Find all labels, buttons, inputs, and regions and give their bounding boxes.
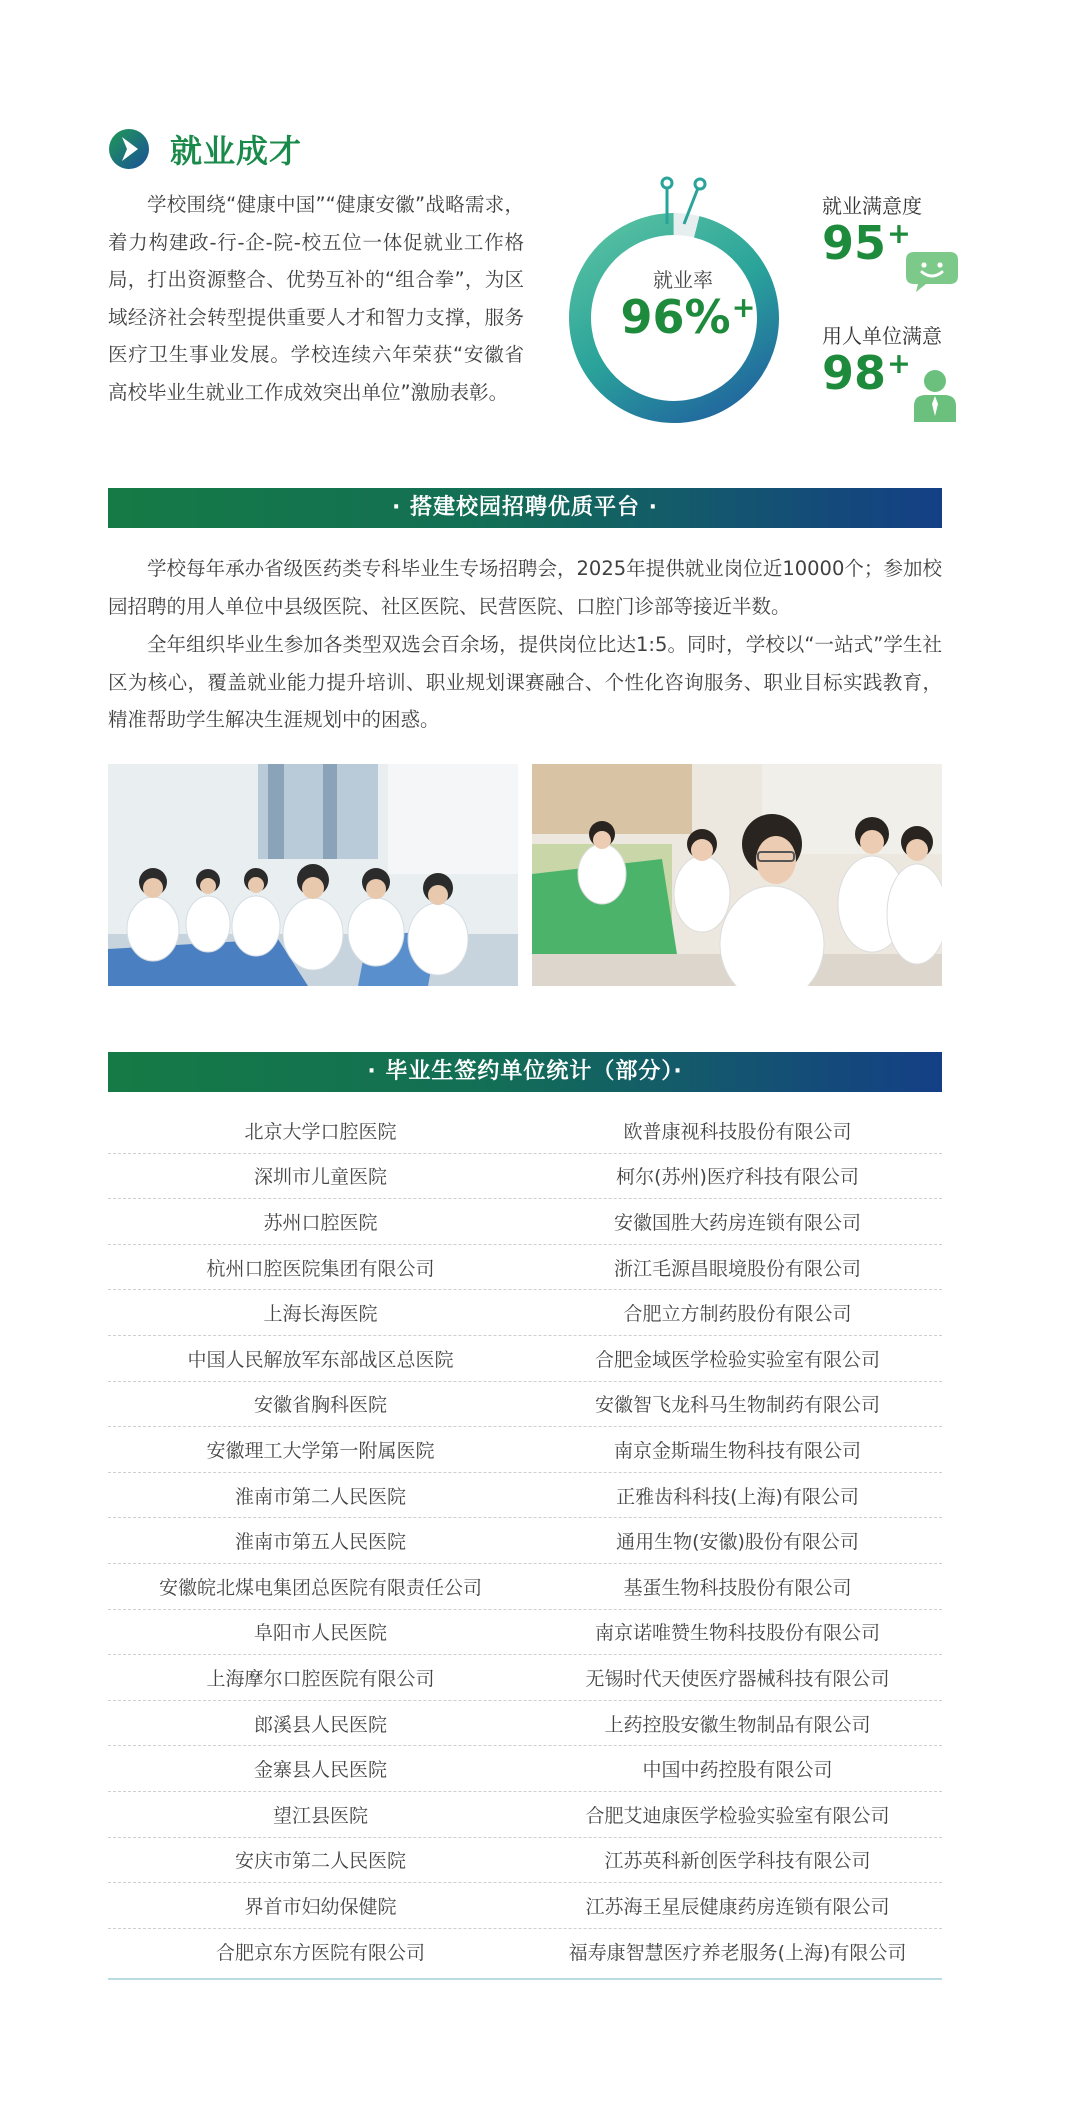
intro-paragraph: 学校围绕“健康中国”“健康安徽”战略需求，着力构建政-行-企-院-校五位一体促就业工作格局，打出资源整合、优势互补的“组合拳”，为区域经济社会转型提供重要人才和智力支撑，服务医疗卫生事业发展。学校连续六年荣获“安徽省高校毕业生就业工作成效突出单位”激励表彰。 — [108, 193, 524, 404]
company-cell: 无锡时代天使医疗器械科技有限公司 — [585, 1667, 890, 1690]
table-row — [108, 1746, 942, 1792]
table-row — [108, 1382, 942, 1428]
employment-rate-value: 96%+ — [620, 290, 756, 344]
table-row — [108, 1564, 942, 1610]
company-cell: 江苏海王星辰健康药房连锁有限公司 — [585, 1895, 890, 1918]
hospital-cell: 合肥京东方医院有限公司 — [215, 1941, 425, 1964]
satisfaction-value: 95+ — [822, 216, 911, 270]
table-row — [108, 1108, 942, 1154]
company-cell: 江苏英科新创医学科技有限公司 — [604, 1850, 871, 1873]
table-row — [108, 1929, 942, 1975]
hospital-cell: 北京大学口腔医院 — [244, 1120, 397, 1143]
employer-satisfaction-value: 98+ — [822, 346, 911, 400]
table-bottom-rule — [108, 1978, 942, 1980]
table-row — [108, 1199, 942, 1245]
recruitment-paragraph-1: 学校每年承办省级医药类专科毕业生专场招聘会，2025年提供就业岗位近10000个；参加校园招聘的用人单位中县级医院、社区医院、民营医院、口腔门诊部等接近半数。 — [108, 557, 942, 618]
company-cell: 合肥艾迪康医学检验实验室有限公司 — [585, 1804, 890, 1827]
company-cell: 合肥立方制药股份有限公司 — [623, 1303, 852, 1326]
company-cell: 福寿康智慧医疗养老服务(上海)有限公司 — [568, 1941, 907, 1964]
hospital-cell: 淮南市第五人民医院 — [234, 1531, 406, 1554]
company-cell: 上药控股安徽生物制品有限公司 — [604, 1713, 871, 1736]
company-cell: 安徽智飞龙科马生物制药有限公司 — [594, 1394, 880, 1417]
table-row — [108, 1427, 942, 1473]
hospital-cell: 深圳市儿童医院 — [253, 1166, 387, 1189]
company-cell: 浙江毛源昌眼境股份有限公司 — [613, 1257, 861, 1280]
hospital-cell: 郎溪县人民医院 — [253, 1713, 387, 1736]
company-cell: 正雅齿科科技(上海)有限公司 — [616, 1485, 859, 1508]
hospital-cell: 中国人民解放军东部战区总医院 — [187, 1348, 454, 1371]
table-row — [108, 1154, 942, 1200]
table-row — [108, 1245, 942, 1291]
company-cell: 南京金斯瑞生物科技有限公司 — [613, 1439, 861, 1462]
hospital-cell: 上海长海医院 — [263, 1303, 378, 1326]
hospital-cell: 安徽皖北煤电集团总医院有限责任公司 — [158, 1576, 482, 1599]
employer-satisfaction-label: 用人单位满意 — [822, 324, 942, 348]
hospital-cell: 上海摩尔口腔医院有限公司 — [206, 1667, 435, 1690]
table-row — [108, 1473, 942, 1519]
table-row — [108, 1610, 942, 1656]
table-row — [108, 1290, 942, 1336]
user-icon — [912, 368, 958, 424]
hospital-cell: 安徽省胸科医院 — [253, 1394, 387, 1417]
hospital-cell: 杭州口腔医院集团有限公司 — [206, 1257, 435, 1280]
hospital-cell: 苏州口腔医院 — [263, 1211, 378, 1234]
recruitment-paragraph-2: 全年组织毕业生参加各类型双选会百余场，提供岗位比达1:5。同时，学校以“一站式”学生社区为核心，覆盖就业能力提升培训、职业规划课赛融合、个性化咨询服务、职业目标实践教育，精准帮助学生解决生涯规划中的困惑。 — [108, 633, 942, 731]
hospital-cell: 阜阳市人民医院 — [253, 1622, 387, 1645]
table-row — [108, 1336, 942, 1382]
chevron-right-icon — [108, 128, 150, 170]
table-row — [108, 1701, 942, 1747]
table-row — [108, 1838, 942, 1884]
classroom-photo-right — [532, 764, 942, 986]
company-cell: 柯尔(苏州)医疗科技有限公司 — [616, 1166, 859, 1189]
hospital-cell: 界首市妇幼保健院 — [244, 1895, 397, 1918]
table-row — [108, 1655, 942, 1701]
company-cell: 基蛋生物科技股份有限公司 — [623, 1576, 852, 1599]
campus-recruitment-banner: · 搭建校园招聘优质平台 · — [108, 488, 942, 528]
classroom-photo-left — [108, 764, 518, 986]
hospital-cell: 安徽理工大学第一附属医院 — [206, 1439, 435, 1462]
company-cell: 通用生物(安徽)股份有限公司 — [616, 1531, 859, 1554]
hospital-cell: 望江县医院 — [272, 1804, 368, 1827]
table-row — [108, 1792, 942, 1838]
signed-units-table — [108, 1108, 942, 1974]
company-cell: 欧普康视科技股份有限公司 — [623, 1120, 852, 1143]
section-title: 就业成才 — [170, 132, 303, 170]
hospital-cell: 金寨县人民医院 — [253, 1759, 387, 1782]
company-cell: 中国中药控股有限公司 — [642, 1759, 833, 1782]
table-row — [108, 1518, 942, 1564]
section-header — [108, 126, 302, 172]
company-cell: 南京诺唯赞生物科技股份有限公司 — [594, 1622, 880, 1645]
company-cell: 合肥金域医学检验实验室有限公司 — [594, 1348, 880, 1371]
table-row — [108, 1883, 942, 1929]
company-cell: 安徽国胜大药房连锁有限公司 — [613, 1211, 861, 1234]
signed-units-banner: · 毕业生签约单位统计（部分）· — [108, 1052, 942, 1092]
satisfaction-label: 就业满意度 — [822, 194, 922, 218]
employment-rate-label: 就业率 — [653, 268, 713, 292]
chat-bubble-icon — [904, 250, 960, 294]
hospital-cell: 安庆市第二人民医院 — [234, 1850, 406, 1873]
hospital-cell: 淮南市第二人民医院 — [234, 1485, 406, 1508]
